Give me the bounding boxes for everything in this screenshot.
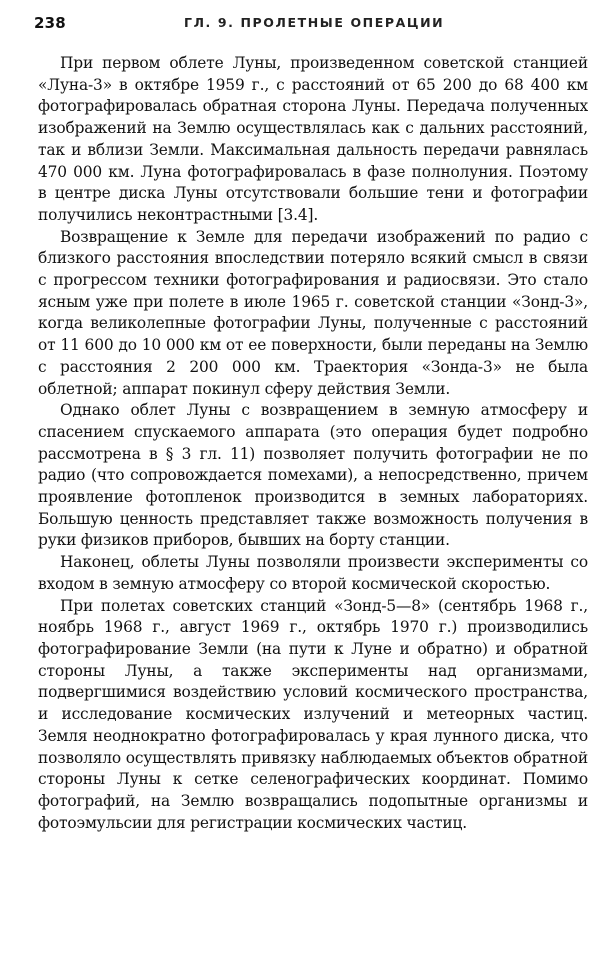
page-number: 238 bbox=[34, 14, 66, 32]
paragraph-zond-3: Возвращение к Земле для передачи изображений по радио с близкого расстояния впоследствии потеряло всякий смысл в связи с прогрессом техники фотографирования и радиосвязи. Это стало ясным уже при полете в июле 1965 г. советской станции «Зонд-3», когда великолепные фотографии Луны, полученные с расстояний от 11 600 до 10 000 км от ее поверхности, были переданы на Землю с расстояния 2 200 000 км. Траектория «Зонда-3» не была облетной; аппарат покинул сферу действия Земли. bbox=[38, 227, 588, 398]
running-title: ГЛ. 9. ПРОЛЕТНЫЕ ОПЕРАЦИИ bbox=[184, 15, 445, 30]
body-text bbox=[38, 53, 588, 834]
paragraph-zond-5-8: При полетах советских станций «Зонд-5—8» (сентябрь 1968 г., ноябрь 1968 г., август 1969 г., октябрь 1970 г.) производились фотографирование Земли (на пути к Луне и обратно) и обратной стороны Луны, а также эксперименты над организмами, подвергшимися воздействию условий космического пространства, и исследование космических излучений и метеорных частиц. Земля неоднократно фотографировалась у края лунного диска, что позволяло осуществлять привязку наблюдаемых объектов обратной стороны Луны к сетке селенографических координат. Помимо фотографий, на Землю возвращались подопытные организмы и фотоэмульсии для регистрации космических частиц. bbox=[38, 596, 588, 832]
paragraph-luna-3: При первом облете Луны, произведенном советской станцией «Луна-3» в октябре 1959 г., с расстояний от 65 200 до 68 400 км фотографировалась обратная сторона Луны. Передача полученных изображений на Землю осуществлялась как с дальних расстояний, так и вблизи Земли. Максимальная дальность передачи равнялась 470 000 км. Луна фотографировалась в фазе полнолуния. Поэтому в центре диска Луны отсутствовали большие тени и фотографии получились неконтрастными [3.4]. bbox=[38, 54, 588, 224]
paragraph-reentry-experiments: Наконец, облеты Луны позволяли произвести эксперименты со входом в земную атмосферу со второй космической скоростью. bbox=[38, 553, 588, 593]
paragraph-return-benefits: Однако облет Луны с возвращением в земную атмосферу и спасением спускаемого аппарата (это операция будет подробно рассмотрена в § 3 гл. 11) позволяет получить фотографии не по радио (что сопровождается помехами), а непосредственно, причем проявление фотопленок производится в земных лабораториях. Большую ценность представляет также возможность получения в руки физиков приборов, бывших на борту станции. bbox=[38, 401, 588, 550]
page-header bbox=[34, 14, 586, 38]
